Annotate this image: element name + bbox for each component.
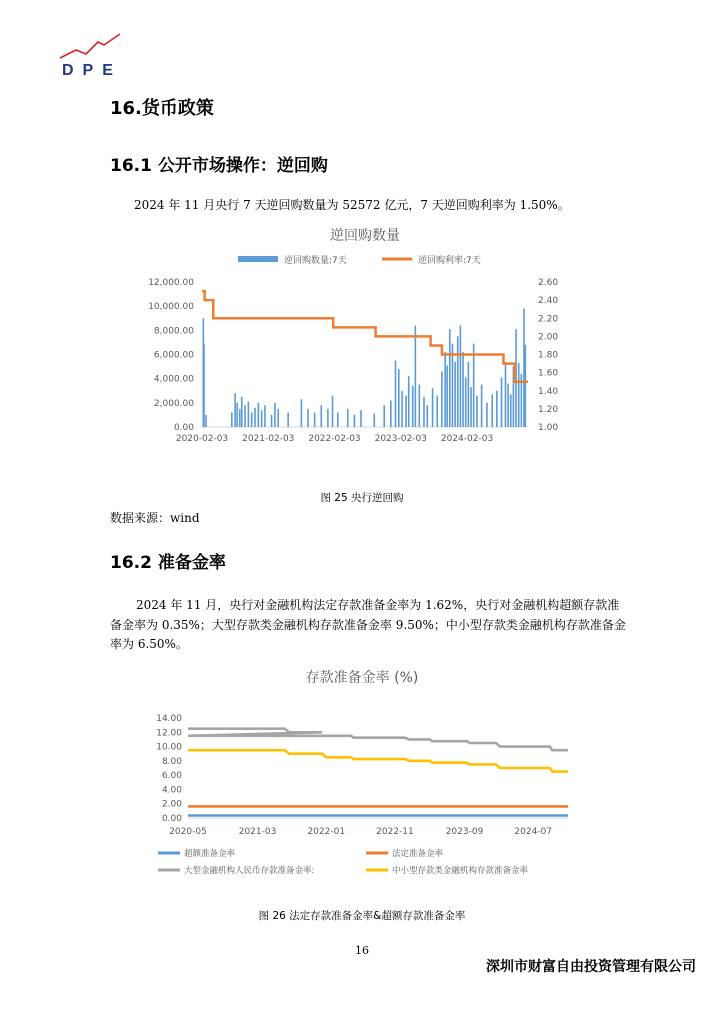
volume-bar — [408, 376, 410, 427]
data-source: 数据来源：wind — [110, 511, 200, 525]
x-tick-label: 2020-05 — [169, 827, 207, 837]
chart-legend — [158, 848, 529, 876]
chart-legend — [238, 254, 481, 266]
volume-bar — [360, 410, 362, 427]
legend-label-volume: 逆回购数量:7天 — [284, 256, 347, 266]
x-tick-label: 2023-02-03 — [374, 434, 427, 444]
volume-bar — [452, 344, 454, 427]
x-tick-label: 2022-01 — [307, 827, 346, 837]
section-heading-16-1: 16.1 公开市场操作：逆回购 — [110, 156, 328, 176]
volume-bar — [457, 336, 459, 427]
volume-bar — [412, 386, 414, 427]
volume-bar — [390, 400, 392, 427]
y-tick-label: 0.00 — [161, 814, 182, 824]
volume-bar — [337, 413, 339, 428]
volume-bar — [446, 365, 448, 427]
volume-bar — [468, 362, 470, 427]
volume-bar — [470, 387, 472, 427]
legend-label-small: 中小型存款类金融机构存款准备金率 — [392, 866, 529, 876]
x-tick-label: 2023-09 — [445, 827, 484, 837]
legend-label-large: 大型金融机构人民币存款准备金率: — [184, 866, 315, 876]
volume-bar — [449, 329, 451, 427]
volume-bar — [254, 408, 256, 427]
volume-bar — [307, 409, 309, 427]
y-tick-label: 12.00 — [156, 728, 182, 739]
x-tick-label: 2020-02-03 — [175, 434, 229, 444]
x-tick-label: 2022-11 — [376, 827, 414, 837]
volume-bar — [436, 396, 438, 427]
legend-swatch-volume — [238, 256, 278, 262]
volume-bar — [432, 388, 434, 427]
volume-bar — [473, 344, 475, 427]
volume-bar — [401, 391, 403, 427]
volume-bar — [241, 397, 243, 427]
volume-bar — [277, 409, 279, 427]
legend-label-statutory: 法定准备金率 — [392, 849, 444, 859]
page-number: 16 — [355, 944, 369, 957]
volume-bar — [476, 396, 478, 427]
series-line-3 — [188, 750, 568, 771]
paragraph-reserve-ratio: 2024 年 11 月，央行对金融机构法定存款准备金率为 1.62%，央行对金融机构超额存款准备金率为 0.35%；大型存款类金融机构存款准备金率 9.50%；中小型存款类金融机构存款准备金率为 6.50%。 — [110, 598, 626, 651]
volume-bar — [486, 403, 488, 427]
volume-bar — [462, 352, 464, 427]
series-line-2 — [188, 729, 568, 750]
volume-bar — [373, 414, 375, 427]
volume-bar — [507, 384, 509, 428]
section-heading-16: 16.货币政策 — [110, 98, 214, 119]
volume-bar — [454, 362, 456, 427]
volume-bar — [481, 385, 483, 427]
volume-bar — [405, 396, 407, 427]
y-right-tick-label: 1.20 — [538, 404, 559, 415]
volume-bar — [205, 415, 207, 427]
volume-bar — [274, 403, 276, 427]
volume-bar — [518, 363, 520, 427]
volume-bar — [491, 394, 493, 427]
volume-bar — [287, 413, 289, 428]
volume-bar — [332, 396, 334, 427]
y-left-tick-label: 2,000.00 — [153, 398, 194, 409]
y-left-tick-label: 6,000.00 — [153, 350, 194, 361]
volume-bar — [525, 345, 527, 427]
y-tick-label: 6.00 — [161, 771, 182, 782]
chart-title: 逆回购数量 — [330, 228, 400, 244]
y-right-tick-label: 2.00 — [538, 332, 559, 343]
volume-bar — [505, 362, 507, 427]
volume-bar — [314, 413, 316, 428]
x-tick-label: 2021-02-03 — [242, 434, 295, 444]
y-left-tick-label: 10,000.00 — [148, 302, 194, 313]
volume-bar — [320, 405, 322, 427]
volume-bar — [510, 394, 512, 427]
logo-text: DPE — [62, 62, 122, 79]
volume-bar — [426, 405, 428, 427]
volume-bar — [258, 403, 260, 427]
volume-bar — [415, 326, 417, 428]
paragraph-reverse-repo: 2024 年 11 月央行 7 天逆回购数量为 52572 亿元，7 天逆回购利率为 1.50%。 — [134, 198, 570, 212]
rate-series-line — [202, 291, 528, 382]
y-right-tick-label: 1.00 — [538, 423, 559, 433]
reverse-repo-chart — [110, 220, 620, 452]
volume-bar — [419, 385, 421, 427]
volume-bar — [383, 405, 385, 427]
x-tick-label: 2021-03 — [238, 827, 277, 837]
reserve-ratio-chart — [110, 658, 590, 878]
volume-bar — [347, 409, 349, 427]
y-left-tick-label: 4,000.00 — [153, 374, 194, 385]
y-right-tick-label: 1.40 — [538, 386, 559, 397]
y-tick-label: 8.00 — [161, 756, 182, 767]
y-right-tick-label: 2.20 — [538, 314, 559, 325]
figure-caption-25: 图 25 央行逆回购 — [320, 492, 404, 504]
volume-bar — [231, 413, 233, 428]
volume-bar — [423, 397, 425, 427]
volume-bar — [239, 409, 241, 427]
x-tick-label: 2024-02-03 — [440, 434, 494, 444]
figure-caption-26: 图 26 法定存款准备金率&超额存款准备金率 — [258, 910, 466, 922]
y-right-tick-label: 2.60 — [538, 278, 559, 288]
volume-bar — [465, 377, 467, 427]
volume-bar — [395, 361, 397, 427]
volume-bar — [261, 410, 263, 427]
y-left-tick-label: 0.00 — [173, 423, 194, 433]
volume-bar — [234, 393, 236, 427]
volume-bar — [271, 415, 273, 427]
y-right-tick-label: 2.40 — [538, 296, 559, 307]
x-tick-label: 2022-02-03 — [308, 434, 361, 444]
y-right-tick-label: 1.60 — [538, 368, 559, 379]
volume-bar — [244, 405, 246, 427]
legend-label-rate: 逆回购利率:7天 — [418, 256, 481, 266]
volume-bar — [501, 377, 503, 427]
volume-bar — [251, 413, 253, 428]
volume-bar — [441, 371, 443, 427]
y-left-tick-label: 8,000.00 — [153, 326, 194, 337]
section-heading-16-2: 16.2 准备金率 — [110, 553, 226, 573]
y-tick-label: 2.00 — [161, 799, 182, 810]
company-name: 深圳市财富自由投资管理有限公司 — [486, 959, 696, 975]
x-tick-label: 2024-07 — [514, 827, 553, 837]
volume-bar — [496, 391, 498, 427]
volume-bar — [203, 344, 205, 427]
volume-bar — [460, 326, 462, 428]
volume-bar — [398, 369, 400, 427]
volume-bar — [327, 409, 329, 427]
y-tick-label: 4.00 — [161, 785, 182, 796]
volume-bar — [236, 403, 238, 427]
volume-bar — [354, 415, 356, 427]
chart-title: 存款准备金率 (%) — [305, 670, 419, 686]
volume-bar — [301, 399, 303, 427]
volume-bar — [264, 405, 266, 427]
volume-bar — [444, 352, 446, 427]
y-tick-label: 10.00 — [156, 742, 182, 753]
y-tick-label: 14.00 — [156, 714, 182, 724]
volume-bar — [248, 402, 250, 427]
y-left-tick-label: 12,000.00 — [148, 278, 194, 288]
legend-label-excess: 超额准备金率 — [184, 849, 236, 859]
y-right-tick-label: 1.80 — [538, 350, 559, 361]
